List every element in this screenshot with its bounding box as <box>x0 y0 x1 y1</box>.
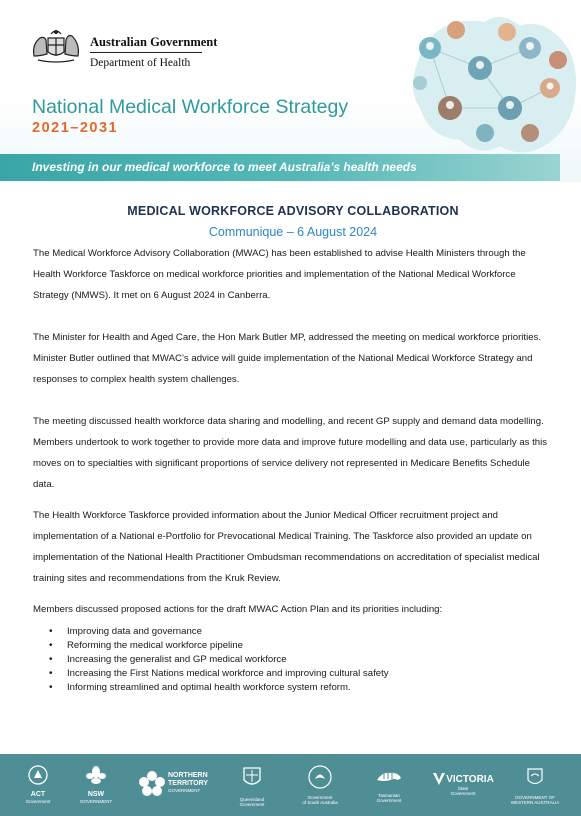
government-wordmark <box>90 35 217 70</box>
vic-v-icon <box>432 772 446 786</box>
paragraph-data-modelling: The meeting discussed health workforce data sharing and modelling, and recent GP supply and demand data modelling. Members undertook to work together to provide more data and improve future modelling and data use, particularly as this moves on to specialties with significant proportions of service delivery not represented in Medicare Benefits Schedule data. <box>33 416 548 490</box>
paragraph-minister: The Minister for Health and Aged Care, the Hon Mark Butler MP, addressed the meeting on medical workforce priorities. Minister Butler outlined that MWAC’s advice will guide implementation of the National Medical Workforce Strategy and responses to complex health system challenges. <box>33 332 541 385</box>
strategy-title: National Medical Workforce Strategy <box>32 96 349 118</box>
wa-logo: GOVERNMENT OF WESTERN AUSTRALIA <box>510 764 560 808</box>
government-name: Australian Government <box>90 35 218 49</box>
tas-logo: Tasmanian Government <box>366 764 412 808</box>
header <box>0 0 581 182</box>
sa-piping-shrike-icon <box>307 764 333 790</box>
list-item: • Increasing the First Nations medical workforce and improving cultural safety <box>49 667 553 681</box>
divider <box>90 52 202 53</box>
list-item: • Improving data and governance <box>49 625 553 639</box>
document-title: MEDICAL WORKFORCE ADVISORY COLLABORATION <box>127 204 459 218</box>
nsw-logo: NSW GOVERNMENT <box>76 764 116 808</box>
coat-of-arms-icon <box>28 26 84 66</box>
sa-logo: Government of South Australia <box>292 764 348 808</box>
tasmanian-tiger-icon <box>374 764 404 788</box>
priorities-list <box>49 625 553 695</box>
waratah-icon <box>84 764 108 786</box>
list-item: • Increasing the generalist and GP medical workforce <box>49 653 553 667</box>
tagline: Investing in our medical workforce to meet Australia’s health needs <box>32 160 417 174</box>
tagline-banner <box>0 154 560 181</box>
department-name: Department of Health <box>90 57 191 69</box>
wa-crest-icon <box>522 764 548 790</box>
strategy-years: 2021–2031 <box>32 120 119 136</box>
nt-logo: NORTHERN TERRITORY GOVERNMENT <box>138 764 214 808</box>
qld-logo: Queensland Government <box>232 764 272 808</box>
act-logo: ACT Government <box>20 764 56 808</box>
vic-logo: VICTORIA State Government <box>432 764 494 808</box>
paragraph-intro: The Medical Workforce Advisory Collaboration (MWAC) has been established to advise Health Ministers through the Health Workforce Taskforce on medical workforce priorities and implementation of the National Medical Workforce Strategy (NMWS). It met on 6 August 2024 in Canberra. <box>33 248 526 301</box>
paragraph-taskforce: The Health Workforce Taskforce provided information about the Junior Medical Officer recruitment project and implementation of a National e-Portfolio for Prevocational Medical Training. The Taskforce also provided an update on implementation of the National Health Practitioner Ombudsman recommendations on accreditation of specialist medical training sites and recommendations from the Kruk Review. <box>33 510 540 584</box>
qld-crest-icon <box>240 764 264 792</box>
document-subtitle: Communique – 6 August 2024 <box>208 225 378 239</box>
paragraph-action-plan: Members discussed proposed actions for the draft MWAC Action Plan and its priorities including: <box>33 604 443 615</box>
act-crest-icon <box>27 764 49 786</box>
communique-body <box>33 204 553 695</box>
nt-flower-icon <box>138 770 166 798</box>
footer-jurisdiction-logos <box>0 754 581 816</box>
list-item: • Informing streamlined and optimal health workforce system reform. <box>49 681 553 695</box>
list-item: • Reforming the medical workforce pipeline <box>49 639 553 653</box>
